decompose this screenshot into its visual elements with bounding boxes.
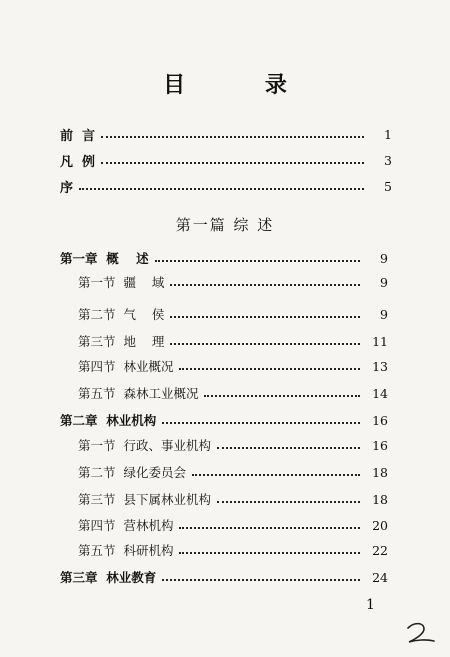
toc-entry-page: 13 — [372, 358, 388, 374]
handwritten-mark-icon — [404, 620, 438, 646]
toc-entry-label: 第四节 林业概况 — [78, 359, 174, 374]
toc-entry-label: 凡 例 — [60, 154, 96, 170]
toc-row — [0, 462, 450, 482]
toc-entry-page: 20 — [372, 517, 388, 533]
page-title: 目 录 — [163, 72, 323, 98]
toc-entry-label: 第二章 林业机构 — [60, 413, 157, 428]
toc-entry-page: 24 — [372, 569, 388, 585]
toc-entry-page: 14 — [372, 385, 388, 401]
dot-leader — [204, 395, 360, 397]
dot-leader — [179, 527, 360, 529]
toc-row — [0, 176, 450, 196]
toc-row — [0, 150, 450, 170]
toc-entry-label: 第三节 县下属林业机构 — [78, 492, 211, 507]
dot-leader — [155, 260, 360, 262]
toc-entry-label: 第五节 森林工业概况 — [78, 386, 199, 401]
part-title: 第一篇 综 述 — [175, 216, 275, 234]
dot-leader — [101, 162, 364, 164]
dot-leader — [179, 552, 360, 554]
dot-leader — [170, 284, 360, 286]
toc-entry-page: 18 — [372, 491, 388, 507]
page-number: 1 — [366, 597, 375, 613]
toc-entry-page: 16 — [372, 412, 388, 428]
dot-leader — [170, 316, 360, 318]
dot-leader — [101, 136, 364, 138]
toc-entry-page: 22 — [372, 542, 388, 558]
toc-entry-page: 5 — [384, 178, 392, 194]
toc-entry-label: 序 — [60, 180, 74, 196]
toc-entry-page: 1 — [384, 126, 392, 142]
toc-entry-page: 9 — [380, 250, 388, 266]
dot-leader — [162, 579, 360, 581]
toc-entry-label: 第三节 地 理 — [78, 334, 165, 349]
toc-entry-label: 第三章 林业教育 — [60, 570, 157, 585]
toc-entry-label: 第一章 概 述 — [60, 251, 149, 266]
dot-leader — [179, 368, 360, 370]
dot-leader — [217, 447, 360, 449]
toc-row — [0, 356, 450, 376]
toc-entry-label: 前 言 — [60, 128, 96, 144]
dot-leader — [170, 343, 360, 345]
toc-row — [0, 331, 450, 351]
dot-leader — [162, 422, 360, 424]
toc-entry-page: 16 — [372, 437, 388, 453]
toc-row — [0, 248, 450, 268]
toc-row — [0, 489, 450, 509]
toc-entry-label: 第四节 营林机构 — [78, 518, 174, 533]
dot-leader — [192, 474, 360, 476]
toc-row — [0, 383, 450, 403]
toc-row — [0, 540, 450, 560]
dot-leader — [217, 501, 360, 503]
toc-row — [0, 272, 450, 292]
toc-entry-label: 第一节 行政、事业机构 — [78, 438, 211, 453]
toc-entry-page: 9 — [380, 306, 388, 322]
toc-entry-page: 3 — [384, 152, 392, 168]
toc-entry-label: 第五节 科研机构 — [78, 543, 174, 558]
toc-row — [0, 567, 450, 587]
toc-entry-label: 第一节 疆 域 — [78, 275, 165, 290]
toc-entry-page: 9 — [380, 274, 388, 290]
toc-entry-label: 第二节 绿化委员会 — [78, 465, 186, 480]
toc-entry-page: 18 — [372, 464, 388, 480]
dot-leader — [79, 188, 364, 190]
toc-row — [0, 304, 450, 324]
toc-row — [0, 410, 450, 430]
toc-entry-label: 第二节 气 侯 — [78, 307, 165, 322]
toc-row — [0, 435, 450, 455]
toc-row — [0, 515, 450, 535]
toc-row — [0, 124, 450, 144]
toc-entry-page: 11 — [372, 333, 388, 349]
